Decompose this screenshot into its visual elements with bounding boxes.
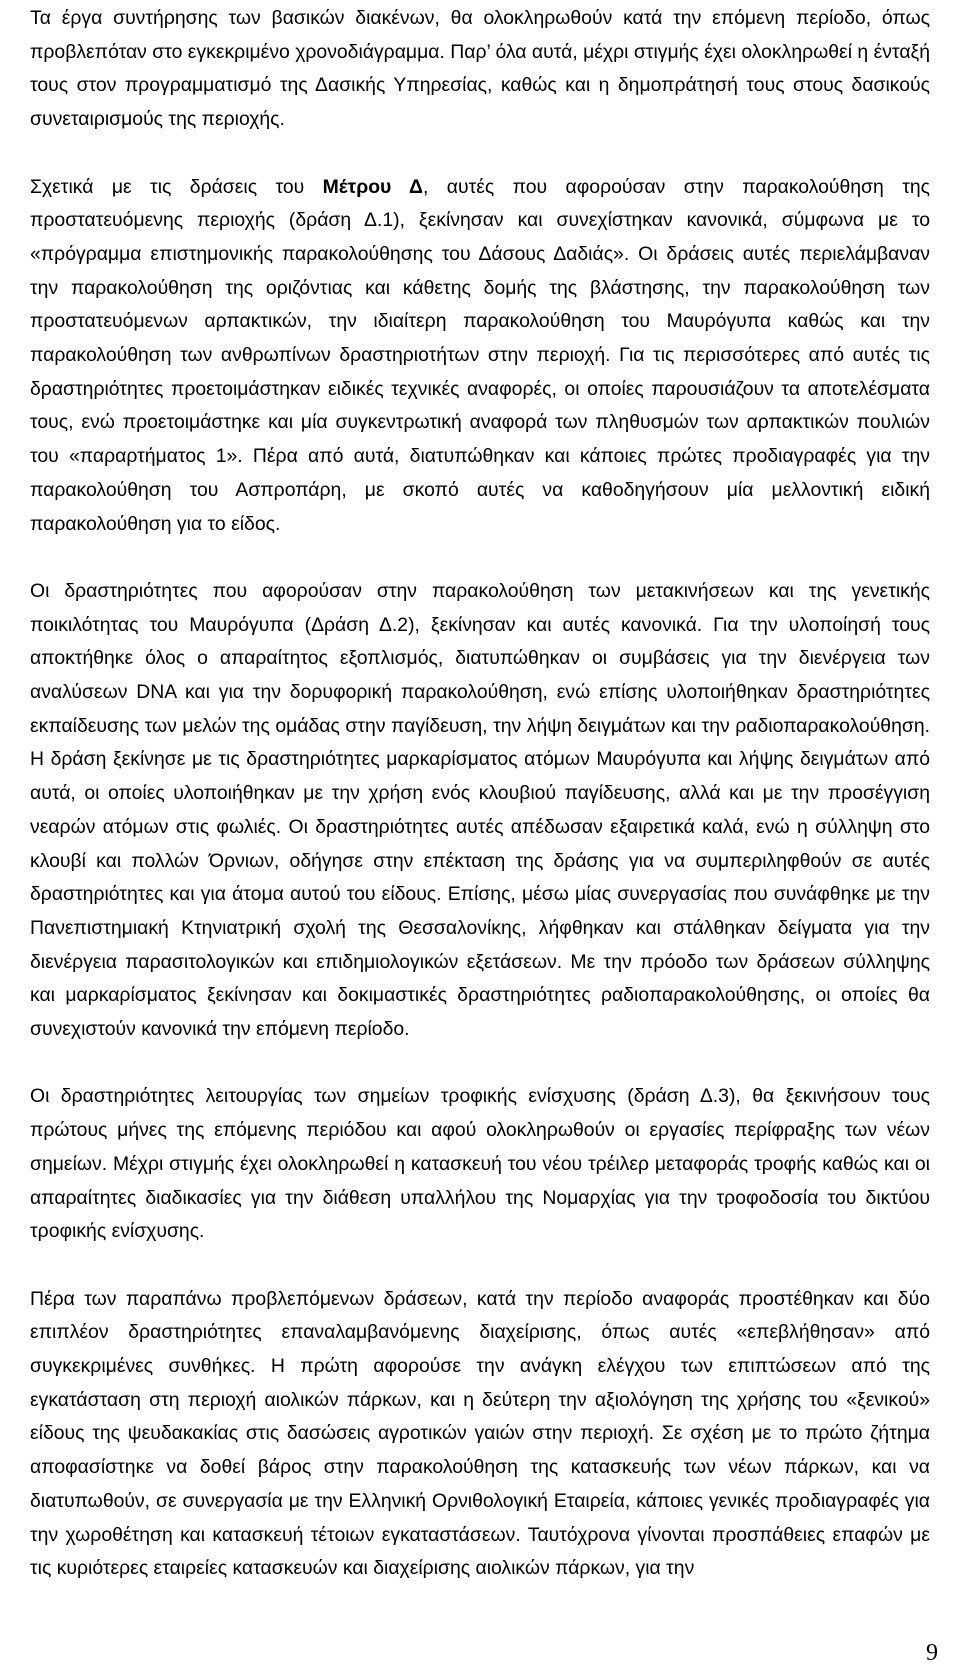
document-page [30, 2, 930, 1586]
page-number: 9 [926, 1640, 938, 1666]
paragraph-2-prefix: Σχετικά με τις δράσεις του [30, 175, 323, 198]
measure-d-bold: Μέτρου Δ [322, 175, 423, 198]
paragraph-4: Οι δραστηριότητες λειτουργίας των σημείων τροφικής ενίσχυσης (δράση Δ.3), θα ξεκινήσουν τους πρώτους μήνες της επόμενης περιόδου και αφού ολοκληρωθούν οι εργασίες περίφραξης των νέων σημείων. Μέχρι στιγμής έχει ολοκληρωθεί η κατασκευή του νέου τρέιλερ μεταφοράς τροφής καθώς και οι απαραίτητες διαδικασίες για την διάθεση υπαλλήλου της Νομαρχίας για την τροφοδοσία του δικτύου τροφικής ενίσχυσης. [30, 1085, 930, 1243]
paragraph-1: Τα έργα συντήρησης των βασικών διακένων, θα ολοκληρωθούν κατά την επόμενη περίοδο, όπως προβλεπόταν στο εγκεκριμένο χρονοδιάγραμμα. Παρ’ όλα αυτά, μέχρι στιγμής έχει ολοκληρωθεί η ένταξή τους στον προγραμματισμό της Δασικής Υπηρεσίας, καθώς και η δημοπράτησή τους στους δασικούς συνεταιρισμούς της περιοχής. [30, 7, 930, 131]
paragraph-2-body: , αυτές που αφορούσαν στην παρακολούθηση της προστατευόμενης περιοχής (δράση Δ.1), ξεκίνησαν και συνεχίστηκαν κανονικά, σύμφωνα με το «πρόγραμμα επιστημονικής παρακολούθησης του Δάσους Δαδιάς». Οι δράσεις αυτές περιελάμβαναν την παρακολούθηση της οριζόντιας και κάθετης δομής της βλάστησης, την παρακολούθηση των προστατευόμενων αρπακτικών, την ιδιαίτερη παρακολούθηση του Μαυρόγυπα καθώς και την παρακολούθηση των ανθρωπίνων δραστηριοτήτων στην περιοχή. Για τις περισσότερες από αυτές τις δραστηριότητες προετοιμάστηκαν ειδικές τεχνικές αναφορές, οι οποίες παρουσιάζουν τα αποτελέσματα τους, ενώ προετοιμάστηκε και μία συγκεντρωτική αναφορά των πληθυσμών των αρπακτικών πουλιών του «παραρτήματος 1». Πέρα από αυτά, διατυπώθηκαν και κάποιες πρώτες προδιαγραφές για την παρακολούθηση του Ασπροπάρη, με σκοπό αυτές να καθοδηγήσουν μία μελλοντική ειδική παρακολούθηση για το είδος. [30, 175, 930, 535]
paragraph-5: Πέρα των παραπάνω προβλεπόμενων δράσεων, κατά την περίοδο αναφοράς προστέθηκαν και δύο επιπλέον δραστηριότητες επαναλαμβανόμενης διαχείρισης, όπως αυτές «επεβλήθησαν» από συγκεκριμένες συνθήκες. Η πρώτη αφορούσε την ανάγκη ελέγχου των επιπτώσεων από της εγκατάσταση στη περιοχή αιολικών πάρκων, και η δεύτερη την αξιολόγηση της χρήσης του «ξενικού» είδους της ψευδακακίας στις δασώσεις αγροτικών γαιών στην περιοχή. Σε σχέση με το πρώτο ζήτημα αποφασίστηκε να δοθεί βάρος στην παρακολούθηση της κατασκευής των νέων πάρκων, και να διατυπωθούν, σε συνεργασία με την Ελληνική Ορνιθολογική Εταιρεία, κάποιες γενικές προδιαγραφές για την χωροθέτηση και κατασκευή τέτοιων εγκαταστάσεων. Ταυτόχρονα γίνονται προσπάθειες επαφών με τις κυριότερες εταιρείες κατασκευών και διαχείρισης αιολικών πάρκων, για την [30, 1287, 930, 1580]
paragraph-2 [30, 171, 930, 542]
paragraph-3: Οι δραστηριότητες που αφορούσαν στην παρακολούθηση των μετακινήσεων και της γενετικής ποικιλότητας του Μαυρόγυπα (Δράση Δ.2), ξεκίνησαν και αυτές κανονικά. Για την υλοποίησή τους αποκτήθηκε όλος ο απαραίτητος εξοπλισμός, διατυπώθηκαν οι συμβάσεις για την διενέργεια των αναλύσεων DNA και για την δορυφορική παρακολούθηση, ενώ επίσης υλοποιήθηκαν δραστηριότητες εκπαίδευσης των μελών της ομάδας στην παγίδευση, την λήψη δειγμάτων και την ραδιοπαρακολούθηση. Η δράση ξεκίνησε με τις δραστηριότητες μαρκαρίσματος ατόμων Μαυρόγυπα και λήψης δειγμάτων από αυτά, οι οποίες υλοποιήθηκαν με την χρήση ενός κλουβιού παγίδευσης, αλλά και με την προσέγγιση νεαρών ατόμων στις φωλιές. Οι δραστηριότητες αυτές απέδωσαν εξαιρετικά καλά, ενώ η σύλληψη στο κλουβί και πολλών Όρνιων, οδήγησε στην επέκταση της δράσης για να συμπεριληφθούν σε αυτές δραστηριότητες και για άτομα αυτού του είδους. Επίσης, μέσω μίας συνεργασίας που συνάφθηκε με την Πανεπιστημιακή Κτηνιατρική σχολή της Θεσσαλονίκης, λήφθηκαν και στάλθηκαν δείγματα για την διενέργεια παρασιτολογικών και επιδημιολογικών εξετάσεων. Με την πρόοδο των δράσεων σύλληψης και μαρκαρίσματος ξεκίνησαν και δοκιμαστικές δραστηριότητες ραδιοπαρακολούθησης, οι οποίες θα συνεχιστούν κανονικά την επόμενη περίοδο. [30, 579, 930, 1041]
